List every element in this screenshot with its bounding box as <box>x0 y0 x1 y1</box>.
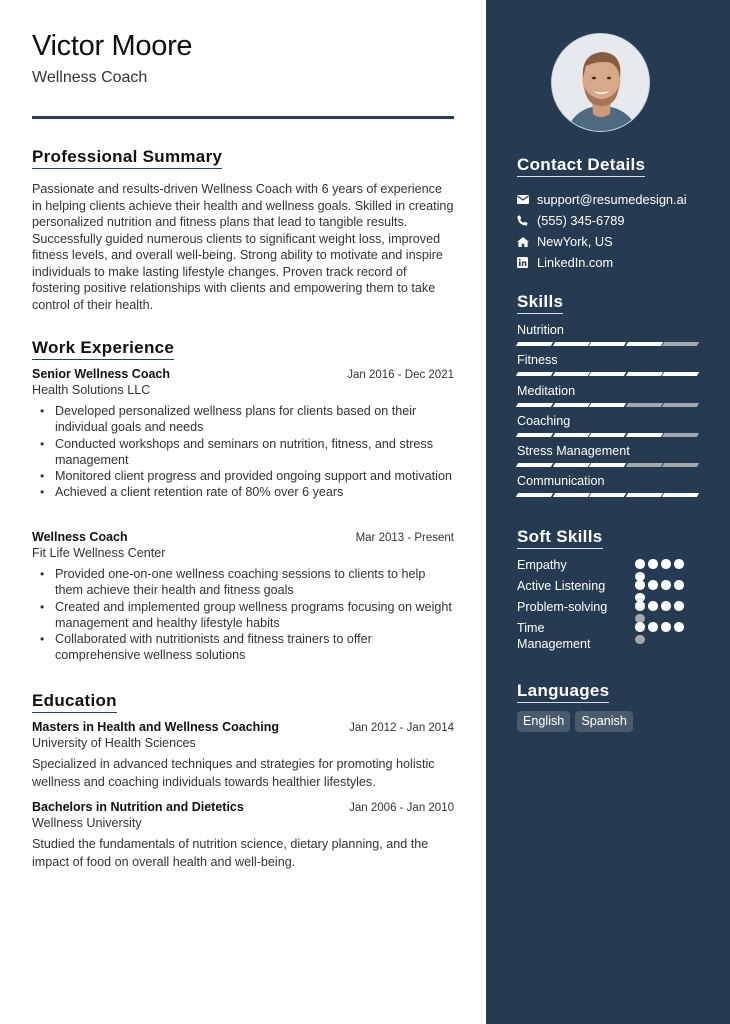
soft-skill-name: Active Listening <box>517 579 606 593</box>
skill-level-segment <box>662 372 699 376</box>
skill-level-segment <box>589 342 626 346</box>
section-heading-experience: Work Experience <box>32 338 174 360</box>
sidebar-heading-languages: Languages <box>517 681 609 703</box>
sidebar-heading-contact: Contact Details <box>517 155 645 177</box>
skill-level-segment <box>516 372 553 376</box>
job-bullet: • Collaborated with nutritionists and fitness trainers to offer comprehensive wellness solutions <box>32 631 454 664</box>
skill-level-segment <box>589 433 626 437</box>
rating-dot <box>648 580 658 590</box>
contact-linkedin-text: LinkedIn.com <box>537 255 614 270</box>
skill-name: Coaching <box>517 413 571 428</box>
phone-icon <box>517 215 537 226</box>
skill-level-segment <box>625 433 662 437</box>
skill-item <box>517 352 699 382</box>
skill-name: Nutrition <box>517 323 564 337</box>
candidate-name: Victor Moore <box>32 30 193 62</box>
job-org: Health Solutions LLC <box>32 383 151 397</box>
skill-level-segment <box>516 403 553 407</box>
job-bullet: • Conducted workshops and seminars on nutrition, fitness, and stress management <box>32 436 454 469</box>
skill-level-segment <box>625 342 662 346</box>
skill-level-segment <box>589 403 626 407</box>
language-tag: Spanish <box>575 711 633 732</box>
skill-level-bar <box>517 342 699 346</box>
contact-phone[interactable] <box>517 210 687 231</box>
rating-dot <box>661 622 671 632</box>
rating-dot <box>674 601 684 611</box>
rating-dot <box>648 559 658 569</box>
education-entry <box>32 720 454 791</box>
header-divider <box>32 116 454 119</box>
edu-dates: Jan 2006 - Jan 2010 <box>349 802 454 814</box>
edu-description: Studied the fundamentals of nutrition science, dietary planning, and the impact of food on overall health and well-being. <box>32 837 429 869</box>
skill-level-segment <box>662 403 699 407</box>
section-heading-summary: Professional Summary <box>32 147 222 169</box>
language-tag: English <box>517 711 570 732</box>
soft-skill-item <box>517 557 707 578</box>
rating-dot <box>674 559 684 569</box>
job-bullets <box>32 403 454 501</box>
skill-level-segment <box>589 493 626 497</box>
rating-dot <box>635 601 645 611</box>
skill-name: Meditation <box>517 383 576 398</box>
skill-level-bar <box>517 493 699 497</box>
rating-dot <box>674 580 684 590</box>
skill-level-segment <box>552 403 589 407</box>
skill-item <box>517 443 699 473</box>
soft-skill-name: Time Management <box>517 621 591 651</box>
contact-email[interactable] <box>517 189 687 210</box>
skill-level-segment <box>662 342 699 346</box>
skill-level-segment <box>625 493 662 497</box>
skill-level-segment <box>589 372 626 376</box>
skill-level-segment <box>552 493 589 497</box>
soft-skill-rating <box>635 622 687 644</box>
rating-dot <box>661 580 671 590</box>
soft-skills-list <box>517 557 707 654</box>
contact-list <box>517 189 687 273</box>
skill-level-segment <box>662 463 699 467</box>
skills-list <box>517 322 699 504</box>
contact-linkedin[interactable] <box>517 252 687 273</box>
job-bullets <box>32 566 454 664</box>
school: Wellness University <box>32 816 142 830</box>
skill-name: Communication <box>517 474 605 489</box>
job-role: Senior Wellness Coach <box>32 367 171 381</box>
skill-item <box>517 322 699 352</box>
skill-level-segment <box>625 403 662 407</box>
contact-email-text: support@resumedesign.ai <box>537 192 687 207</box>
skill-level-segment <box>552 463 589 467</box>
job-org: Fit Life Wellness Center <box>32 546 166 560</box>
skill-item <box>517 383 699 413</box>
skill-level-segment <box>625 372 662 376</box>
section-heading-education: Education <box>32 691 117 713</box>
rating-dot <box>635 635 645 645</box>
soft-skill-item <box>517 599 707 620</box>
skill-level-bar <box>517 433 699 437</box>
soft-skill-name: Problem-solving <box>517 600 608 614</box>
skill-item <box>517 473 699 503</box>
skill-level-bar <box>517 372 699 376</box>
skill-level-segment <box>662 493 699 497</box>
sidebar <box>486 0 730 1024</box>
skill-level-segment <box>516 463 553 467</box>
job-bullet: • Developed personalized wellness plans for clients based on their individual goals and needs <box>32 403 454 436</box>
skill-level-segment <box>516 433 553 437</box>
skill-level-segment <box>589 463 626 467</box>
education-entry <box>32 800 454 871</box>
skill-level-segment <box>516 342 553 346</box>
skill-item <box>517 413 699 443</box>
soft-skill-name: Empathy <box>517 558 567 572</box>
degree: Bachelors in Nutrition and Dietetics <box>32 800 244 814</box>
skill-level-segment <box>552 342 589 346</box>
contact-location <box>517 231 687 252</box>
job-role: Wellness Coach <box>32 530 128 544</box>
candidate-title: Wellness Coach <box>32 69 148 86</box>
avatar <box>551 33 650 132</box>
skill-level-segment <box>662 433 699 437</box>
envelope-icon <box>517 195 537 204</box>
job-bullet: • Provided one-on-one wellness coaching sessions to clients to help them achieve their health and fitness goals <box>32 566 454 599</box>
summary-text: Passionate and results-driven Wellness Coach with 6 years of experience in helping clients achieve their health and wellness goals. Skilled in creating personalized nutrition and fitness plans that lead to tangible results. Successfully guided numerous clients to significant weight loss, improved fitness levels, and overall well-being. Strong ability to motivate and inspire individuals to make lasting lifestyle changes. Proven track record of fostering positive relationships with clients and empowering them to take control of their health. <box>32 182 454 312</box>
skill-level-segment <box>552 372 589 376</box>
job-entry <box>32 367 454 501</box>
job-bullet: • Created and implemented group wellness programs focusing on weight management and healthy lifestyle habits <box>32 599 454 632</box>
rating-dot <box>661 601 671 611</box>
linkedin-icon <box>517 257 537 268</box>
skill-level-segment <box>516 493 553 497</box>
contact-location-text: NewYork, US <box>537 234 613 249</box>
skill-level-segment <box>625 463 662 467</box>
rating-dot <box>635 580 645 590</box>
edu-description: Specialized in advanced techniques and strategies for promoting holistic wellness and coaching individuals towards healthier lifestyles. <box>32 757 435 789</box>
job-bullet: • Monitored client progress and provided ongoing support and motivation <box>32 468 454 484</box>
job-bullet: • Achieved a client retention rate of 80% over 6 years <box>32 484 454 500</box>
skill-level-bar <box>517 463 699 467</box>
school: University of Health Sciences <box>32 736 196 750</box>
job-dates: Jan 2016 - Dec 2021 <box>347 369 454 381</box>
rating-dot <box>635 559 645 569</box>
sidebar-heading-soft-skills: Soft Skills <box>517 527 603 549</box>
rating-dot <box>648 622 658 632</box>
contact-phone-text: (555) 345-6789 <box>537 213 625 228</box>
skill-level-bar <box>517 403 699 407</box>
job-entry <box>32 530 454 664</box>
edu-dates: Jan 2012 - Jan 2014 <box>349 722 454 734</box>
rating-dot <box>661 559 671 569</box>
skill-level-segment <box>552 433 589 437</box>
soft-skill-item <box>517 578 707 599</box>
rating-dot <box>635 622 645 632</box>
person-photo-icon <box>552 34 650 132</box>
soft-skill-item <box>517 620 707 654</box>
degree: Masters in Health and Wellness Coaching <box>32 720 280 734</box>
sidebar-heading-skills: Skills <box>517 292 563 314</box>
rating-dot <box>674 622 684 632</box>
languages-list <box>517 711 633 732</box>
home-icon <box>517 237 537 247</box>
job-dates: Mar 2013 - Present <box>355 532 454 544</box>
skill-name: Fitness <box>517 353 558 368</box>
rating-dot <box>648 601 658 611</box>
skill-name: Stress Management <box>517 444 630 459</box>
